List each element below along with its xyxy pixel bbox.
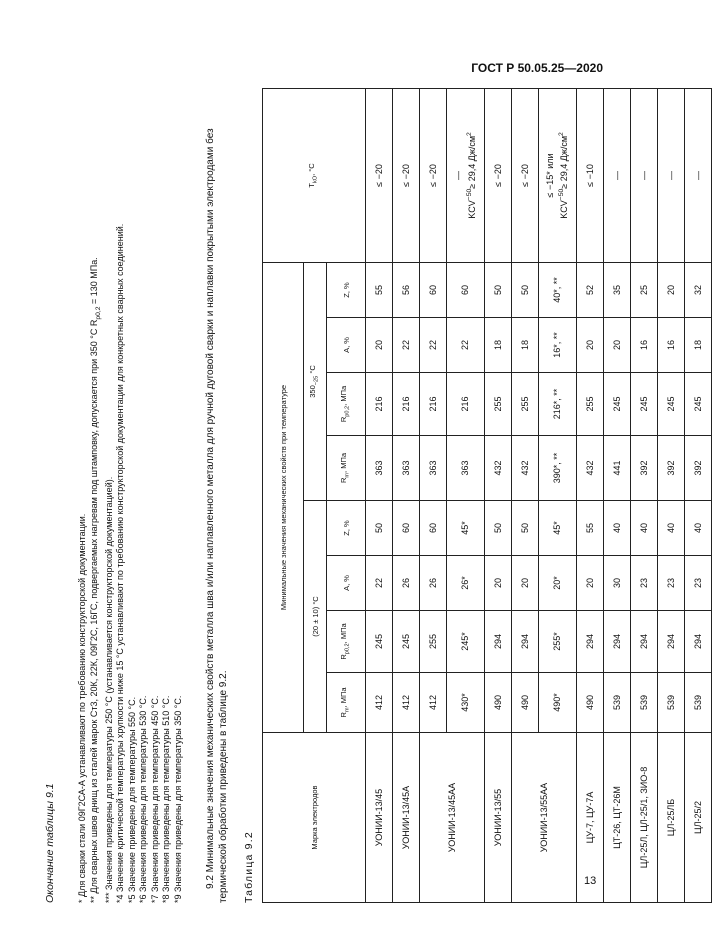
cell-rm2: 432 [577,436,604,501]
cell-z2: 50 [512,262,539,317]
cell-rm1: 490* [539,673,577,733]
cell-z2: 40*, ** [539,262,577,317]
cell-rm2: 363 [366,436,393,501]
footnote-5: *5 Значение приведено для температуры 550 °С. [126,696,137,903]
cell-a2: 18 [685,318,712,373]
header-rp1: $R_{p0,2}$, МПа [327,611,366,673]
cell-z1: 40 [631,501,658,556]
cell-rp1: 245* [447,611,485,673]
cell-rp2: 255 [485,373,512,436]
cell-rp1: 245 [366,611,393,673]
header-temp2: $350_{-25}$ °С [304,262,327,500]
cell-rp1: 294 [658,611,685,673]
cell-a2: 16 [658,318,685,373]
table-row [420,88,447,902]
cell-a1: 22 [366,556,393,611]
cell-rm2: 392 [631,436,658,501]
cell-a1: 23 [631,556,658,611]
cell-rp2: 245 [604,373,631,436]
cell-mark: УОНИИ-13/45А [393,733,420,903]
cell-mark: УОНИИ-13/45АА [420,733,485,903]
header-group: Минимальные значения механических свойств при температуре [263,262,304,732]
cell-rp1: 294 [685,611,712,673]
cell-z2: 25 [631,262,658,317]
table-row [604,88,631,902]
cell-z1: 45* [539,501,577,556]
cell-rm2: 390*, ** [539,436,577,501]
footnote-1: * Для сварки стали 09Г2СА-А устанавливают по требованию конструкторской документации. [77,513,87,903]
cell-a1: 26 [420,556,447,611]
cell-mark: ЦЛ-25/2 [685,733,712,903]
header-tk: $T_{kO}$, °С [263,88,366,262]
cell-z2: 60 [447,262,485,317]
cell-mark: УОНИИ-13/45 [366,733,393,903]
standard-header: ГОСТ Р 50.05.25—2020 [471,61,603,75]
table-row [658,88,685,902]
cell-a2: 22 [393,318,420,373]
cell-z1: 40 [604,501,631,556]
cell-rp2: 245 [631,373,658,436]
page-number: 13 [584,875,597,887]
table-row [685,88,712,902]
footnote-9: *9 Значения приведены для температуры 350 °С. [172,695,183,903]
cell-a2: 22 [447,318,485,373]
header-mark: Марка электродов [263,733,366,903]
continuation-title: Окончание таблицы 9.1 [44,783,56,903]
cell-a1: 26* [447,556,485,611]
cell-tk: ≤ −15* или $KCV^{-50}\ge 29,4$ $Дж/см^2$ [539,88,577,262]
cell-tk: ≤ −20 [393,88,420,262]
cell-rp1: 294 [631,611,658,673]
cell-rm1: 490 [485,673,512,733]
cell-rm2: 363 [420,436,447,501]
cell-mark: УОНИИ-13/55АА [512,733,577,903]
cell-z1: 50 [366,501,393,556]
footnote-2: ** Для сварных швов днищ из сталей марок Ст3, 20К, 22К, 09Г2С, 16ГС, подвергаемых нагревам под штамповку, допускается при 350 °С $R_{p0,2} = 130$ МПа. [88,257,102,903]
cell-z1: 50 [485,501,512,556]
cell-z1: 60 [393,501,420,556]
cell-rm1: 539 [631,673,658,733]
cell-rp1: 294 [604,611,631,673]
cell-a2: 20 [604,318,631,373]
cell-rp1: 245 [393,611,420,673]
cell-a1: 23 [658,556,685,611]
cell-rm1: 539 [604,673,631,733]
header-a1: А, % [327,556,366,611]
cell-a1: 20 [512,556,539,611]
cell-z1: 50 [512,501,539,556]
cell-z2: 55 [366,262,393,317]
cell-z2: 60 [420,262,447,317]
cell-rp2: 245 [658,373,685,436]
cell-a2: 20 [577,318,604,373]
cell-rp2: 216*, ** [539,373,577,436]
footnote-6: *6 Значения приведены для температуры 530 °С. [138,695,149,903]
cell-rp2: 255 [577,373,604,436]
cell-a1: 30 [604,556,631,611]
cell-rm1: 490 [512,673,539,733]
cell-a1: 20* [539,556,577,611]
cell-rm2: 441 [604,436,631,501]
table-row [631,88,658,902]
cell-a1: 20 [485,556,512,611]
cell-z2: 32 [685,262,712,317]
header-z2: Z, % [327,262,366,317]
table-caption: Таблица 9.2 [243,831,255,903]
cell-z2: 20 [658,262,685,317]
footnote-7: *7 Значения приведены для температуры 450 °С. [149,695,160,903]
cell-tk: — [658,88,685,262]
cell-tk: — [604,88,631,262]
cell-rm1: 539 [658,673,685,733]
cell-z1: 55 [577,501,604,556]
cell-tk: — [631,88,658,262]
cell-z1: 45* [447,501,485,556]
footnote-4: *4 Значение критической температуры хрупкости ниже 15 °С устанавливают по требованию конструкторской документации для конкретных сварных соединений. [115,223,126,903]
cell-rm2: 432 [512,436,539,501]
cell-rp2: 216 [420,373,447,436]
cell-mark: ЦЛ-25Л, ЦЛ-25/1, ЗИО-8 [631,733,658,903]
table-row [485,88,512,902]
cell-tk: ≤ −20 [485,88,512,262]
section-paragraph: 9.2 Минимальные значения механических свойств металла шва и/или наплавленного металла для ручной дуговой сварки и наплавки покрытыми электродами без термической обработки приведены в таблице 9.2. [205,128,229,903]
cell-rm1: 412 [366,673,393,733]
cell-rp2: 216 [393,373,420,436]
cell-z1: 40 [685,501,712,556]
cell-rm2: 363 [393,436,420,501]
cell-tk: ≤ −20 [366,88,393,262]
cell-z2: 52 [577,262,604,317]
cell-z1: 60 [420,501,447,556]
cell-a1: 20 [577,556,604,611]
cell-z2: 56 [393,262,420,317]
cell-mark: ЦЛ-25ЛБ [658,733,685,903]
cell-tk: ≤ −10 [577,88,604,262]
cell-rp2: 216 [447,373,485,436]
footnote-3: *** Значения приведены для температуры 250 °С (устанавливается конструкторской документацией). [103,476,114,903]
header-rm2: $R_m$, МПа [327,436,366,501]
cell-mark: ЦУ-7, ЦУ-7А [577,733,604,903]
header-temp1: (20 ± 10) °С [304,501,327,733]
cell-z2: 35 [604,262,631,317]
footnotes [77,89,184,903]
cell-a1: 23 [685,556,712,611]
table-row [393,88,420,902]
cell-tk: — [685,88,712,262]
cell-a2: 22 [420,318,447,373]
cell-a2: 18 [485,318,512,373]
footnote-8: *8 Значения приведены для температуры 510 °С. [161,695,172,903]
rotated-content [44,89,703,903]
cell-rm2: 432 [485,436,512,501]
cell-rm2: 363 [447,436,485,501]
header-a2: А, % [327,318,366,373]
cell-rp1: 294 [577,611,604,673]
header-z1: Z, % [327,501,366,556]
cell-mark: УОНИИ-13/55 [485,733,512,903]
cell-rp1: 294 [485,611,512,673]
cell-mark: ЦТ-26, ЦТ-26М [604,733,631,903]
table-row [512,88,539,902]
cell-rm2: 392 [658,436,685,501]
cell-tk: — $KCV^{-50}\ge 29,4$ $Дж/см^2$ [447,88,485,262]
cell-a2: 18 [512,318,539,373]
cell-rp1: 255 [420,611,447,673]
cell-rm1: 539 [685,673,712,733]
cell-rm1: 412 [420,673,447,733]
cell-a2: 16 [631,318,658,373]
cell-rp1: 255* [539,611,577,673]
cell-a2: 20 [366,318,393,373]
table-row [577,88,604,902]
cell-a1: 26 [393,556,420,611]
cell-rm2: 392 [685,436,712,501]
cell-z1: 40 [658,501,685,556]
cell-a2: 16*, ** [539,318,577,373]
cell-tk: ≤ −20 [420,88,447,262]
cell-rp1: 294 [512,611,539,673]
properties-table [262,88,712,903]
cell-z2: 50 [485,262,512,317]
cell-rm1: 412 [393,673,420,733]
cell-rp2: 216 [366,373,393,436]
cell-rp2: 245 [685,373,712,436]
cell-tk: ≤ −20 [512,88,539,262]
cell-rm1: 430* [447,673,485,733]
cell-rp2: 255 [512,373,539,436]
table-row [366,88,393,902]
header-rp2: $R_{p0,2}$, МПа [327,373,366,436]
cell-rm1: 490 [577,673,604,733]
header-rm1: $R_m$, МПа [327,673,366,733]
